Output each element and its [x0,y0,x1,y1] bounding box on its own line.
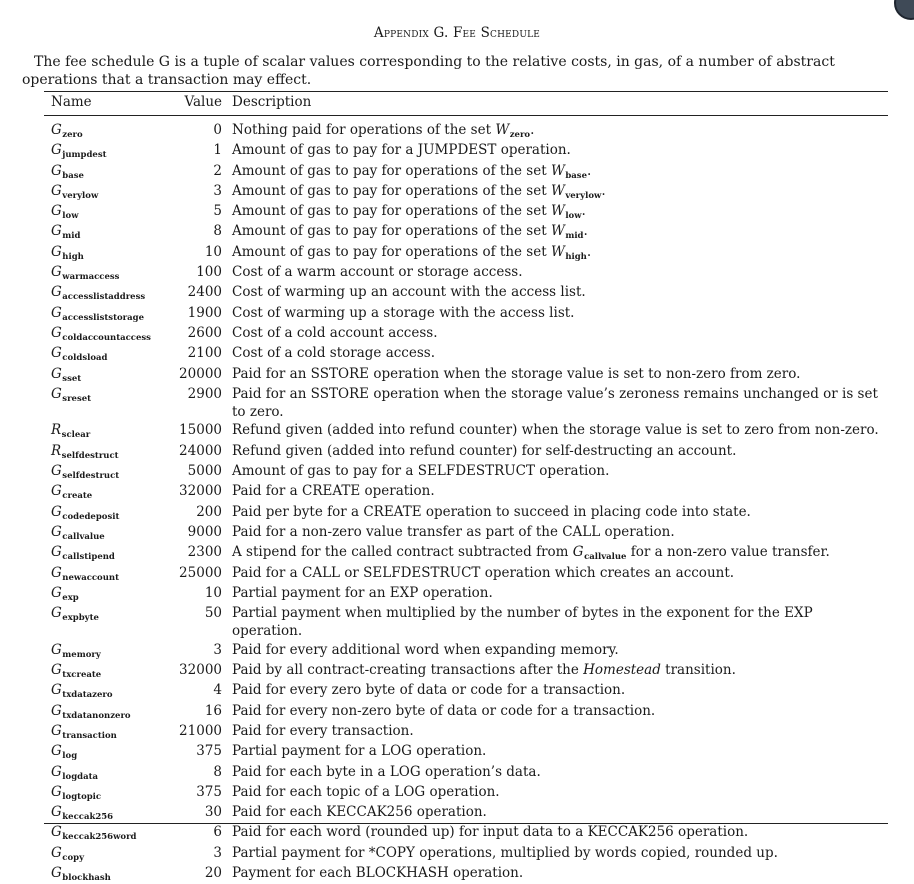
param-subscript: accessliststorage [62,312,145,323]
param-symbol: G [51,385,62,402]
param-value: 9000 [187,523,222,540]
param-subscript: logdata [62,771,99,782]
description-text: Payment for each BLOCKHASH operation. [232,864,524,881]
table-row [44,722,904,742]
table-row [44,121,904,141]
description-text: Cost of a warm account or storage access. [232,264,523,281]
param-symbol: G [51,662,62,679]
param-description [222,763,882,783]
param-description [222,564,882,584]
table-row [44,823,904,843]
param-subscript: accesslistaddress [62,292,146,303]
param-description [222,482,882,502]
param-name [44,763,170,783]
set-letter: W [550,223,565,240]
param-value: 2300 [187,544,222,561]
table-row [44,421,904,441]
set-letter: G [572,544,584,561]
param-description [222,523,882,543]
param-symbol: G [51,304,62,321]
param-value: 2 [213,162,222,179]
param-value: 16 [204,702,222,719]
param-subscript: txcreate [62,670,102,681]
param-name [44,304,170,324]
param-name [44,844,170,864]
table-row [44,803,904,823]
param-name [44,141,170,161]
param-symbol: G [51,365,62,382]
header-name: Name [51,94,92,110]
param-value: 32000 [179,662,222,679]
param-value: 2900 [187,385,222,402]
param-name [44,823,170,843]
param-description [222,661,882,681]
param-symbol: G [51,463,62,480]
param-symbol: G [51,804,62,821]
table-row [44,503,904,523]
table-row [44,385,904,422]
param-value: 4 [213,682,222,699]
table-row [44,702,904,722]
set-subscript: base [565,170,587,181]
param-value: 2100 [187,345,222,362]
param-symbol: G [51,122,62,138]
param-symbol: G [51,722,62,739]
description-text: Amount of gas to pay for operations of the set [232,223,551,240]
description-text: Paid for every transaction. [232,722,414,739]
param-value: 3 [213,182,222,199]
description-text: Paid for a non-zero value transfer as part of the CALL operation. [232,523,675,540]
param-description [222,503,882,523]
table-row [44,304,904,324]
param-subscript: zero [62,130,83,140]
param-subscript: coldsload [62,353,108,364]
param-name [44,783,170,803]
table-row [44,344,904,364]
param-description [222,202,882,222]
param-symbol: G [51,564,62,581]
param-value: 2400 [187,284,222,301]
param-subscript: selfdestruct [61,450,119,461]
param-description [222,182,882,202]
param-description [222,263,882,283]
table-row [44,182,904,202]
param-subscript: coldaccountaccess [62,332,151,343]
param-name [44,222,170,242]
description-text: Paid for each word (rounded up) for input data to a KECCAK256 operation. [232,824,749,841]
param-description [222,702,882,722]
table-row [44,681,904,701]
param-value: 24000 [179,442,222,459]
param-description [222,742,882,762]
set-symbol [550,223,584,242]
description-text: Cost of a cold storage access. [232,345,436,362]
set-subscript: low [565,211,582,222]
table-row [44,442,904,462]
description-text: Paid per byte for a CREATE operation to succeed in placing code into state. [232,503,751,520]
table-row [44,742,904,762]
description-text: Amount of gas to pay for operations of the set [232,162,551,179]
table-row [44,844,904,864]
param-value: 8 [213,763,222,780]
param-name [44,202,170,222]
table-row [44,661,904,681]
param-subscript: create [62,491,93,502]
window-corner-button[interactable] [894,0,914,20]
param-description [222,243,882,263]
param-description [222,421,882,441]
param-value: 5 [213,203,222,220]
param-name [44,503,170,523]
description-text: Nothing paid for operations of the set [232,122,496,138]
set-symbol [551,244,587,260]
description-text: Paid for each byte in a LOG operation’s data. [232,763,541,780]
table-row [44,763,904,783]
set-symbol [551,163,587,179]
description-text: Paid for an SSTORE operation when the storage value’s zeroness remains unchanged or is set to zero. [232,385,878,421]
param-symbol: G [51,523,62,540]
param-value: 15000 [179,422,222,439]
description-text: Amount of gas to pay for operations of the set [232,243,551,260]
param-name [44,442,170,462]
param-value: 1900 [187,304,222,321]
param-description [222,803,882,823]
param-value: 3 [213,844,222,861]
description-text: Paid for every additional word when expanding memory. [232,641,619,658]
param-name [44,324,170,344]
param-value: 20 [204,864,222,881]
param-subscript: mid [62,231,81,242]
set-subscript: zero [509,130,531,140]
set-subscript: verylow [565,190,602,201]
param-symbol: G [51,203,62,220]
description-text: Amount of gas to pay for a JUMPDEST operation. [232,142,571,159]
param-name [44,722,170,742]
param-name [44,742,170,762]
table-row [44,584,904,604]
param-description [222,121,882,141]
description-text: Amount of gas to pay for operations of the set [232,182,551,199]
param-symbol: G [51,763,62,780]
description-text: Amount of gas to pay for operations of the set [232,203,551,220]
intro-paragraph [22,53,902,89]
set-subscript: callvalue [584,552,627,563]
param-name [44,121,170,141]
param-symbol: G [51,682,62,699]
param-subscript: logtopic [62,791,102,802]
param-description [222,722,882,742]
param-description [222,584,882,604]
param-value: 375 [196,743,222,760]
param-symbol: G [51,223,62,240]
table-header-rule [44,115,888,116]
table-top-rule [44,91,888,92]
param-value: 10 [204,584,222,601]
param-symbol: G [51,641,62,658]
description-text: Partial payment for an EXP operation. [232,584,493,601]
table-bottom-rule [44,823,888,824]
param-subscript: base [62,170,84,181]
param-name [44,162,170,182]
table-row [44,864,904,884]
param-subscript: codedeposit [62,511,120,522]
param-symbol: G [51,864,62,881]
param-description [222,462,882,482]
table-row [44,783,904,803]
param-subscript: sclear [61,430,91,441]
param-description [222,222,882,242]
description-text: Cost of warming up an account with the access list. [232,284,586,301]
param-value: 3 [213,641,222,658]
table-row [44,263,904,283]
description-text: Paid for a CREATE operation. [232,483,435,500]
param-symbol: G [51,503,62,520]
table-row [44,243,904,263]
param-subscript: newaccount [62,572,120,583]
header-description: Description [232,94,312,110]
param-description [222,283,882,303]
intro-line-1: The fee schedule G is a tuple of scalar values corresponding to the relative costs, in gas, of a number of abstract [34,54,835,70]
param-name [44,462,170,482]
set-letter: W [550,162,565,179]
param-value: 10 [204,243,222,260]
description-text: . [530,122,535,138]
param-subscript: selfdestruct [62,471,120,482]
table-row [44,141,904,161]
description-text: Paid by all contract-creating transactions after the [232,662,584,679]
param-subscript: log [62,751,78,762]
param-symbol: G [51,142,62,159]
param-name [44,564,170,584]
param-name [44,681,170,701]
param-value: 200 [196,503,222,520]
param-description [222,641,882,661]
param-symbol: G [51,844,62,861]
param-description [222,681,882,701]
param-name [44,584,170,604]
description-text: Cost of warming up a storage with the access list. [232,304,575,321]
param-value: 30 [204,804,222,821]
param-name [44,864,170,884]
intro-line-2: operations that a transaction may effect. [22,72,312,88]
param-description [222,324,882,344]
set-letter: W [550,243,565,260]
param-name [44,482,170,502]
param-value: 2600 [187,324,222,341]
param-value: 1 [213,142,222,159]
param-description [222,783,882,803]
param-value: 5000 [187,463,222,480]
description-text: Partial payment when multiplied by the number of bytes in the exponent for the EXP operation. [232,605,813,640]
param-subscript: warmaccess [62,272,120,283]
param-name [44,182,170,202]
fee-table-body [44,121,904,884]
emphasized-text: Homestead [583,662,661,679]
param-symbol: G [51,264,62,281]
param-symbol: G [51,243,62,260]
param-value: 32000 [179,483,222,500]
description-text: . [586,162,592,179]
param-name [44,641,170,661]
set-subscript: high [565,251,587,262]
description-text: . [583,223,588,240]
table-row [44,543,904,563]
param-symbol: G [51,182,62,199]
description-text: . [601,182,606,199]
description-text: A stipend for the called contract subtracted from [232,544,573,561]
page-title: Appendix G. Fee Schedule [373,25,541,41]
param-description [222,823,882,843]
table-row [44,462,904,482]
table-row [44,564,904,584]
param-subscript: callvalue [62,531,105,542]
param-name [44,283,170,303]
description-text: . [586,243,592,260]
param-description [222,442,882,462]
param-name [44,365,170,385]
description-text: Paid for an SSTORE operation when the storage value is set to non-zero from zero. [232,365,801,382]
param-subscript: sset [62,373,82,384]
param-subscript: exp [62,592,79,603]
param-description [222,604,882,641]
param-name [44,263,170,283]
param-symbol: G [51,162,62,179]
param-value: 8 [213,223,222,240]
param-description [222,162,882,182]
param-description [222,141,882,161]
param-description [222,844,882,864]
param-description [222,365,882,385]
table-row [44,162,904,182]
param-description [222,344,882,364]
param-subscript: txdatazero [62,690,113,701]
param-name [44,385,170,422]
param-name [44,661,170,681]
param-description [222,543,882,563]
param-symbol: G [51,605,62,622]
table-row [44,222,904,242]
param-subscript: keccak256word [62,832,137,843]
param-name [44,523,170,543]
param-subscript: high [62,251,84,262]
table-row [44,641,904,661]
param-value: 50 [204,605,222,622]
param-symbol: G [51,824,62,841]
description-text: Paid for each KECCAK256 operation. [232,804,487,821]
table-row [44,604,904,641]
param-value: 21000 [179,722,222,739]
param-description [222,864,882,884]
description-text: . [581,203,586,220]
param-value: 20000 [179,365,222,382]
param-subscript: verylow [62,190,99,201]
param-subscript: transaction [62,730,117,741]
param-symbol: G [51,743,62,760]
param-subscript: low [62,211,79,222]
param-symbol: G [51,544,62,561]
description-text: Paid for each topic of a LOG operation. [232,783,500,800]
table-row [44,482,904,502]
param-symbol: G [51,345,62,362]
param-value: 0 [213,122,222,138]
header-value: Value [184,94,222,110]
param-name [44,344,170,364]
table-row [44,523,904,543]
table-row [44,365,904,385]
param-subscript: sreset [62,393,92,404]
param-symbol: G [51,584,62,601]
set-subscript: mid [565,231,584,242]
description-text: Refund given (added into refund counter) for self-destructing an account. [232,442,737,459]
table-row [44,324,904,344]
description-text: Refund given (added into refund counter) when the storage value is set to zero from non-zero. [232,422,879,439]
param-description [222,304,882,324]
param-name [44,803,170,823]
param-value: 25000 [179,564,222,581]
description-text: Paid for every zero byte of data or code for a transaction. [232,682,626,699]
description-text: Paid for every non-zero byte of data or code for a transaction. [232,702,656,719]
param-symbol: G [51,702,62,719]
param-subscript: keccak256 [62,812,114,823]
param-value: 6 [213,824,222,841]
param-symbol: G [51,483,62,500]
param-symbol: R [51,442,62,459]
description-text: Partial payment for *COPY operations, multiplied by words copied, rounded up. [232,844,778,861]
description-text: Cost of a cold account access. [232,324,438,341]
set-symbol [495,122,530,138]
param-symbol: G [51,284,62,301]
param-name [44,604,170,641]
description-text: transition. [660,662,736,679]
param-value: 100 [196,264,222,281]
table-row [44,283,904,303]
param-name [44,421,170,441]
param-subscript: copy [62,852,85,863]
param-symbol: G [51,783,62,800]
param-subscript: jumpdest [62,150,107,161]
description-text: for a non-zero value transfer. [626,544,830,561]
description-text: Partial payment for a LOG operation. [232,743,487,760]
param-subscript: expbyte [62,613,99,624]
table-row [44,202,904,222]
param-name [44,243,170,263]
param-subscript: blockhash [62,872,111,883]
set-symbol [572,544,627,563]
param-subscript: callstipend [62,552,115,563]
param-name [44,702,170,722]
set-letter: W [550,203,565,220]
set-letter: W [550,182,565,199]
set-letter: W [495,122,510,138]
description-text: Paid for a CALL or SELFDESTRUCT operation which creates an account. [232,564,735,581]
set-symbol [551,183,601,199]
param-name [44,543,170,563]
description-text: Amount of gas to pay for a SELFDESTRUCT operation. [232,463,610,480]
param-subscript: txdatanonzero [62,710,131,721]
param-value: 375 [196,783,222,800]
param-description [222,385,882,422]
set-symbol [550,203,582,222]
param-symbol: R [51,422,62,439]
param-symbol: G [51,324,62,341]
param-subscript: memory [62,649,101,660]
